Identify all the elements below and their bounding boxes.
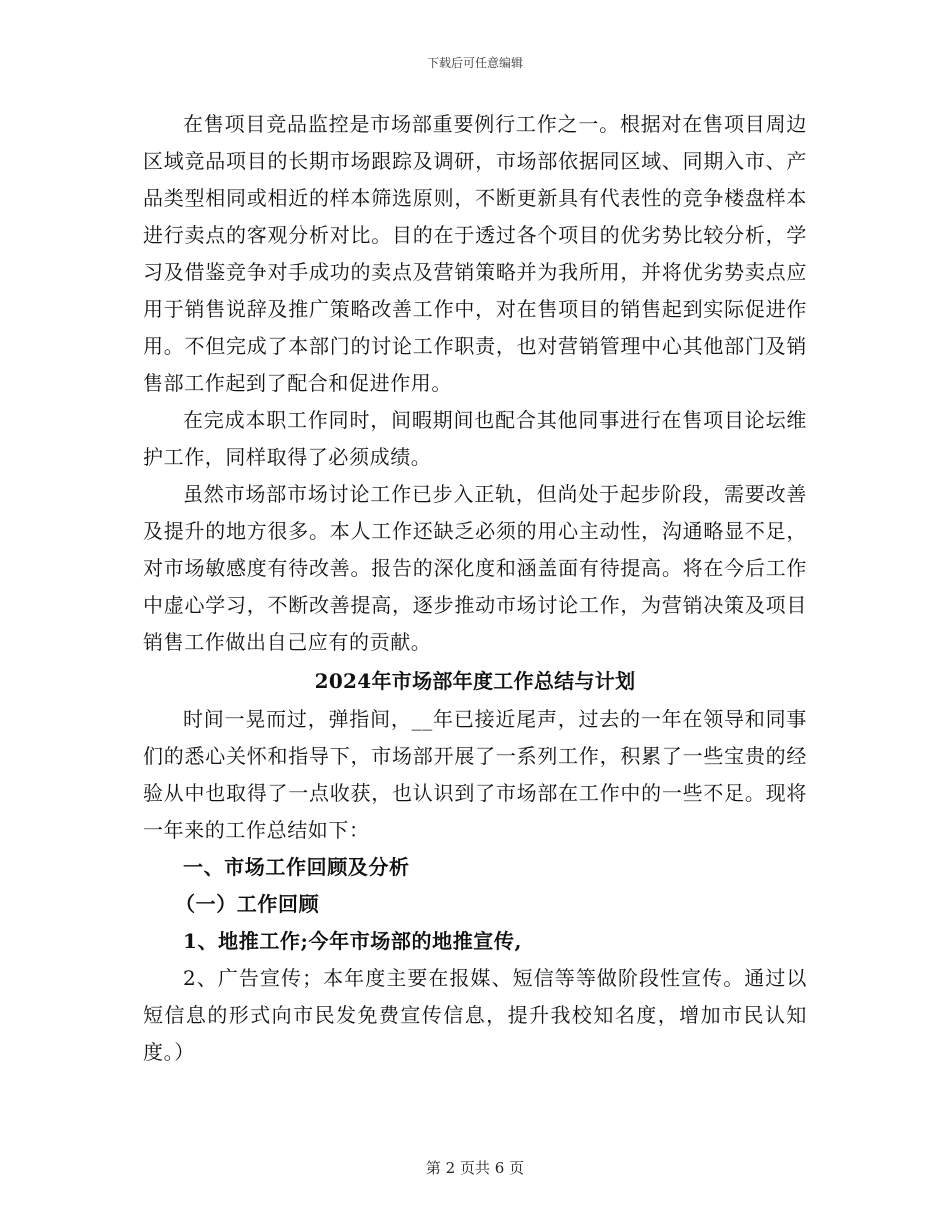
- paragraph-forum-maintenance: 在完成本职工作同时，间暇期间也配合其他同事进行在售项目论坛维护工作，同样取得了必须成绩。: [143, 408, 807, 469]
- paragraph-advertising: 2、广告宣传；本年度主要在报媒、短信等等做阶段性宣传。通过以短信息的形式向市民发免费宣传信息，提升我校知名度，增加市民认知度。）: [143, 966, 807, 1064]
- heading-ground-promotion: 1、地推工作;今年市场部的地推宣传,: [183, 929, 523, 953]
- paragraph-intro: 时间一晃而过，弹指间，__年已接近尾声，过去的一年在领导和同事们的悉心关怀和指导下，市场部开展了一系列工作，积累了一些宝贵的经验从中也取得了一点收获，也认识到了市场部在工作中的一些不足。现将一年来的工作总结如下：: [143, 707, 807, 842]
- page-number-footer: 第 2 页共 6 页: [425, 1159, 525, 1177]
- section-title: 2024年市场部年度工作总结与计划: [314, 669, 636, 693]
- document-body: [143, 106, 807, 1071]
- paragraph-competitor-monitoring: 在售项目竞品监控是市场部重要例行工作之一。根据对在售项目周边区域竞品项目的长期市场跟踪及调研，市场部依据同区域、同期入市、产品类型相同或相近的样本筛选原则，不断更新具有代表性的竞争楼盘样本进行卖点的客观分析对比。目的在于透过各个项目的优劣势比较分析，学习及借鉴竞争对手成功的卖点及营销策略并为我所用，并将优劣势卖点应用于销售说辞及推广策略改善工作中，对在售项目的销售起到实际促进作用。不但完成了本部门的讨论工作职责，也对营销管理中心其他部门及销售部工作起到了配合和促进作用。: [143, 112, 807, 395]
- heading-market-review: 一、市场工作回顾及分析: [183, 855, 410, 879]
- paragraph-shortcomings: 虽然市场部市场讨论工作已步入正轨，但尚处于起步阶段，需要改善及提升的地方很多。本人工作还缺乏必须的用心主动性，沟通略显不足，对市场敏感度有待改善。报告的深化度和涵盖面有待提高。将在今后工作中虚心学习，不断改善提高，逐步推动市场讨论工作，为营销决策及项目销售工作做出自己应有的贡献。: [143, 482, 807, 654]
- header-note: 下载后可任意编辑: [426, 56, 523, 70]
- heading-work-review: （一）工作回顾: [175, 892, 320, 916]
